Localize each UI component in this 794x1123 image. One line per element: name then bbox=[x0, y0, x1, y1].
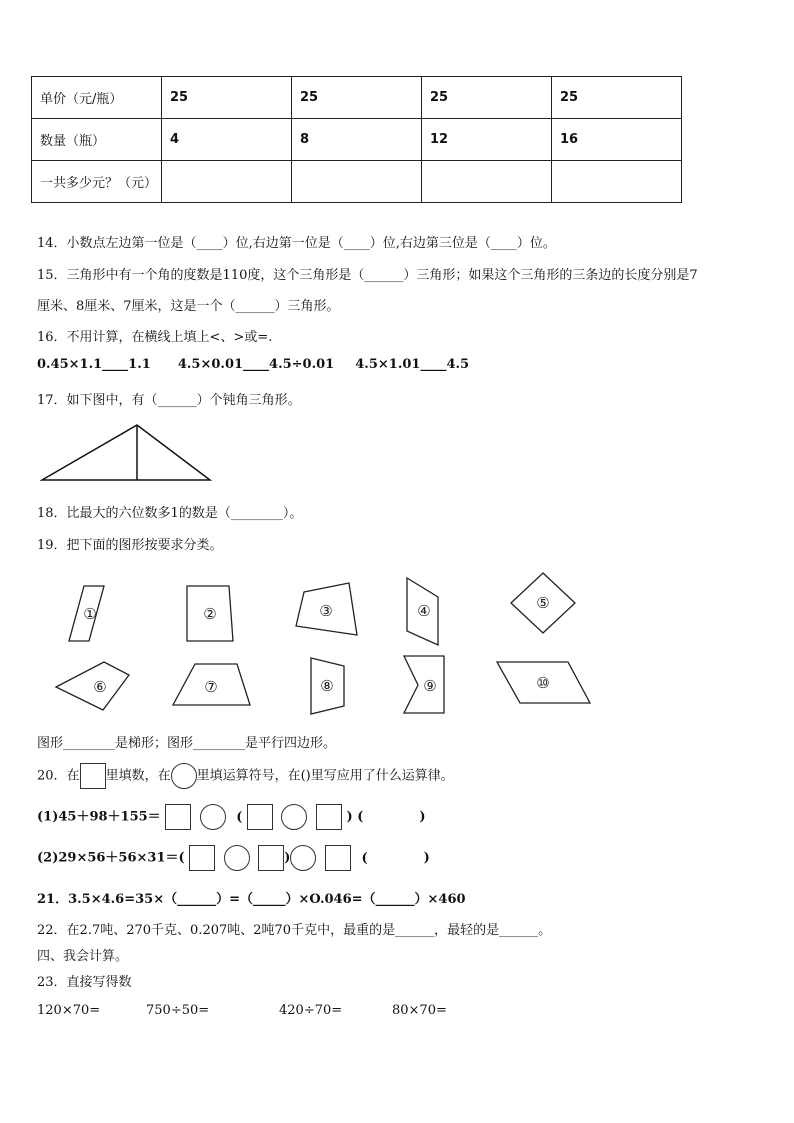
number-box[interactable] bbox=[325, 845, 351, 871]
question-14: 14．小数点左边第一位是（____）位,右边第一位是（____）位,右边第三位是（____）位。 bbox=[37, 236, 556, 251]
question-15: 15．三角形中有一个角的度数是110度，这个三角形是（______）三角形；如果这个三角形的三条边的长度分别是7 bbox=[37, 268, 698, 283]
shapes-figure bbox=[0, 565, 620, 725]
table-cell: 一共多少元？（元） bbox=[32, 161, 162, 203]
shape-label: ⑤ bbox=[536, 594, 550, 612]
table-cell-blank[interactable] bbox=[422, 161, 552, 203]
answer-blank[interactable]: ____ bbox=[196, 236, 223, 251]
shape-label: ⑩ bbox=[536, 674, 550, 692]
answer-blank[interactable]: ____ bbox=[420, 357, 447, 372]
question-20-expr-2: (2)29×56＋56×31＝( ) ( ) bbox=[37, 845, 430, 871]
shape-label: ③ bbox=[319, 602, 333, 620]
table-row bbox=[32, 119, 682, 161]
question-20-expr-1: (1)45＋98＋155＝ ( ) ( ) bbox=[37, 804, 426, 830]
table-cell-blank[interactable] bbox=[162, 161, 292, 203]
question-20: 20．在 里填数，在 里填运算符号，在()里写应用了什么运算律。 bbox=[37, 763, 454, 789]
answer-blank[interactable]: ____ bbox=[243, 357, 270, 372]
outer-triangle bbox=[42, 425, 210, 480]
triangle-figure bbox=[40, 422, 215, 484]
operator-circle[interactable] bbox=[200, 804, 226, 830]
table-cell: 25 bbox=[162, 77, 292, 119]
number-box[interactable] bbox=[189, 845, 215, 871]
answer-blank[interactable]: ______ bbox=[395, 923, 435, 938]
answer-blank[interactable]: ________ bbox=[230, 506, 283, 521]
question-19: 19．把下面的图形按要求分类。 bbox=[37, 538, 223, 553]
table-cell: 25 bbox=[292, 77, 422, 119]
price-table bbox=[31, 76, 682, 203]
number-box[interactable] bbox=[316, 804, 342, 830]
operator-circle[interactable] bbox=[290, 845, 316, 871]
question-16-expressions: 0.45×1.1____1.1 4.5×0.01____4.5÷0.01 4.5×1.01____4.5 bbox=[37, 357, 470, 372]
answer-blank[interactable]: ________ bbox=[63, 736, 116, 751]
answer-blank[interactable]: ______ bbox=[364, 268, 404, 283]
answer-blank[interactable]: ____ bbox=[102, 357, 129, 372]
shape-label: ⑧ bbox=[320, 677, 334, 695]
question-15-line2: 厘米、8厘米、7厘米，这是一个（______）三角形。 bbox=[37, 299, 340, 314]
table-cell: 单价（元/瓶） bbox=[32, 77, 162, 119]
shape-label: ② bbox=[203, 605, 217, 623]
calc-item: 420÷70= bbox=[279, 1003, 343, 1018]
shape-label: ⑨ bbox=[423, 677, 437, 695]
table-row bbox=[32, 161, 682, 203]
shape-label: ⑥ bbox=[93, 678, 107, 696]
calc-item: 80×70= bbox=[392, 1003, 447, 1018]
answer-blank[interactable]: ______ bbox=[375, 892, 415, 907]
calc-item: 750÷50= bbox=[146, 1003, 210, 1018]
question-23: 23．直接写得数 bbox=[37, 975, 132, 990]
answer-blank[interactable]: ______ bbox=[499, 923, 539, 938]
table-cell: 16 bbox=[552, 119, 682, 161]
table-row bbox=[32, 77, 682, 119]
operator-circle[interactable] bbox=[224, 845, 250, 871]
question-22: 22．在2.7吨、270千克、0.207吨、2吨70千克中，最重的是______，最轻的是______。 bbox=[37, 923, 552, 938]
shape-label: ④ bbox=[417, 602, 431, 620]
shape-label: ⑦ bbox=[204, 678, 218, 696]
table-cell: 8 bbox=[292, 119, 422, 161]
number-box[interactable] bbox=[258, 845, 284, 871]
answer-blank[interactable]: _____ bbox=[253, 892, 286, 907]
question-16: 16．不用计算，在横线上填上<、>或=. bbox=[37, 330, 273, 345]
table-cell: 25 bbox=[422, 77, 552, 119]
question-19-answer: 图形________是梯形；图形________是平行四边形。 bbox=[37, 736, 337, 751]
answer-blank[interactable]: ______ bbox=[235, 299, 275, 314]
answer-blank[interactable]: ________ bbox=[193, 736, 246, 751]
table-cell: 12 bbox=[422, 119, 552, 161]
table-cell: 25 bbox=[552, 77, 682, 119]
question-21: 21．3.5×4.6=35×（______）=（_____）×O.046=（______）×460 bbox=[37, 892, 466, 907]
answer-blank[interactable]: ____ bbox=[343, 236, 370, 251]
table-cell: 4 bbox=[162, 119, 292, 161]
table-cell-blank[interactable] bbox=[552, 161, 682, 203]
question-18: 18．比最大的六位数多1的数是（________）。 bbox=[37, 506, 303, 521]
shape-label: ① bbox=[83, 605, 97, 623]
section-title: 四、我会计算。 bbox=[37, 949, 129, 964]
table-cell: 数量（瓶） bbox=[32, 119, 162, 161]
operator-circle[interactable] bbox=[281, 804, 307, 830]
calc-item: 120×70= bbox=[37, 1003, 101, 1018]
answer-blank[interactable]: ______ bbox=[177, 892, 217, 907]
box-icon bbox=[80, 763, 106, 789]
table-cell-blank[interactable] bbox=[292, 161, 422, 203]
answer-blank[interactable]: ______ bbox=[157, 393, 197, 408]
number-box[interactable] bbox=[247, 804, 273, 830]
circle-icon bbox=[171, 763, 197, 789]
question-17: 17．如下图中，有（______）个钝角三角形。 bbox=[37, 393, 301, 408]
answer-blank[interactable]: ____ bbox=[490, 236, 517, 251]
number-box[interactable] bbox=[165, 804, 191, 830]
